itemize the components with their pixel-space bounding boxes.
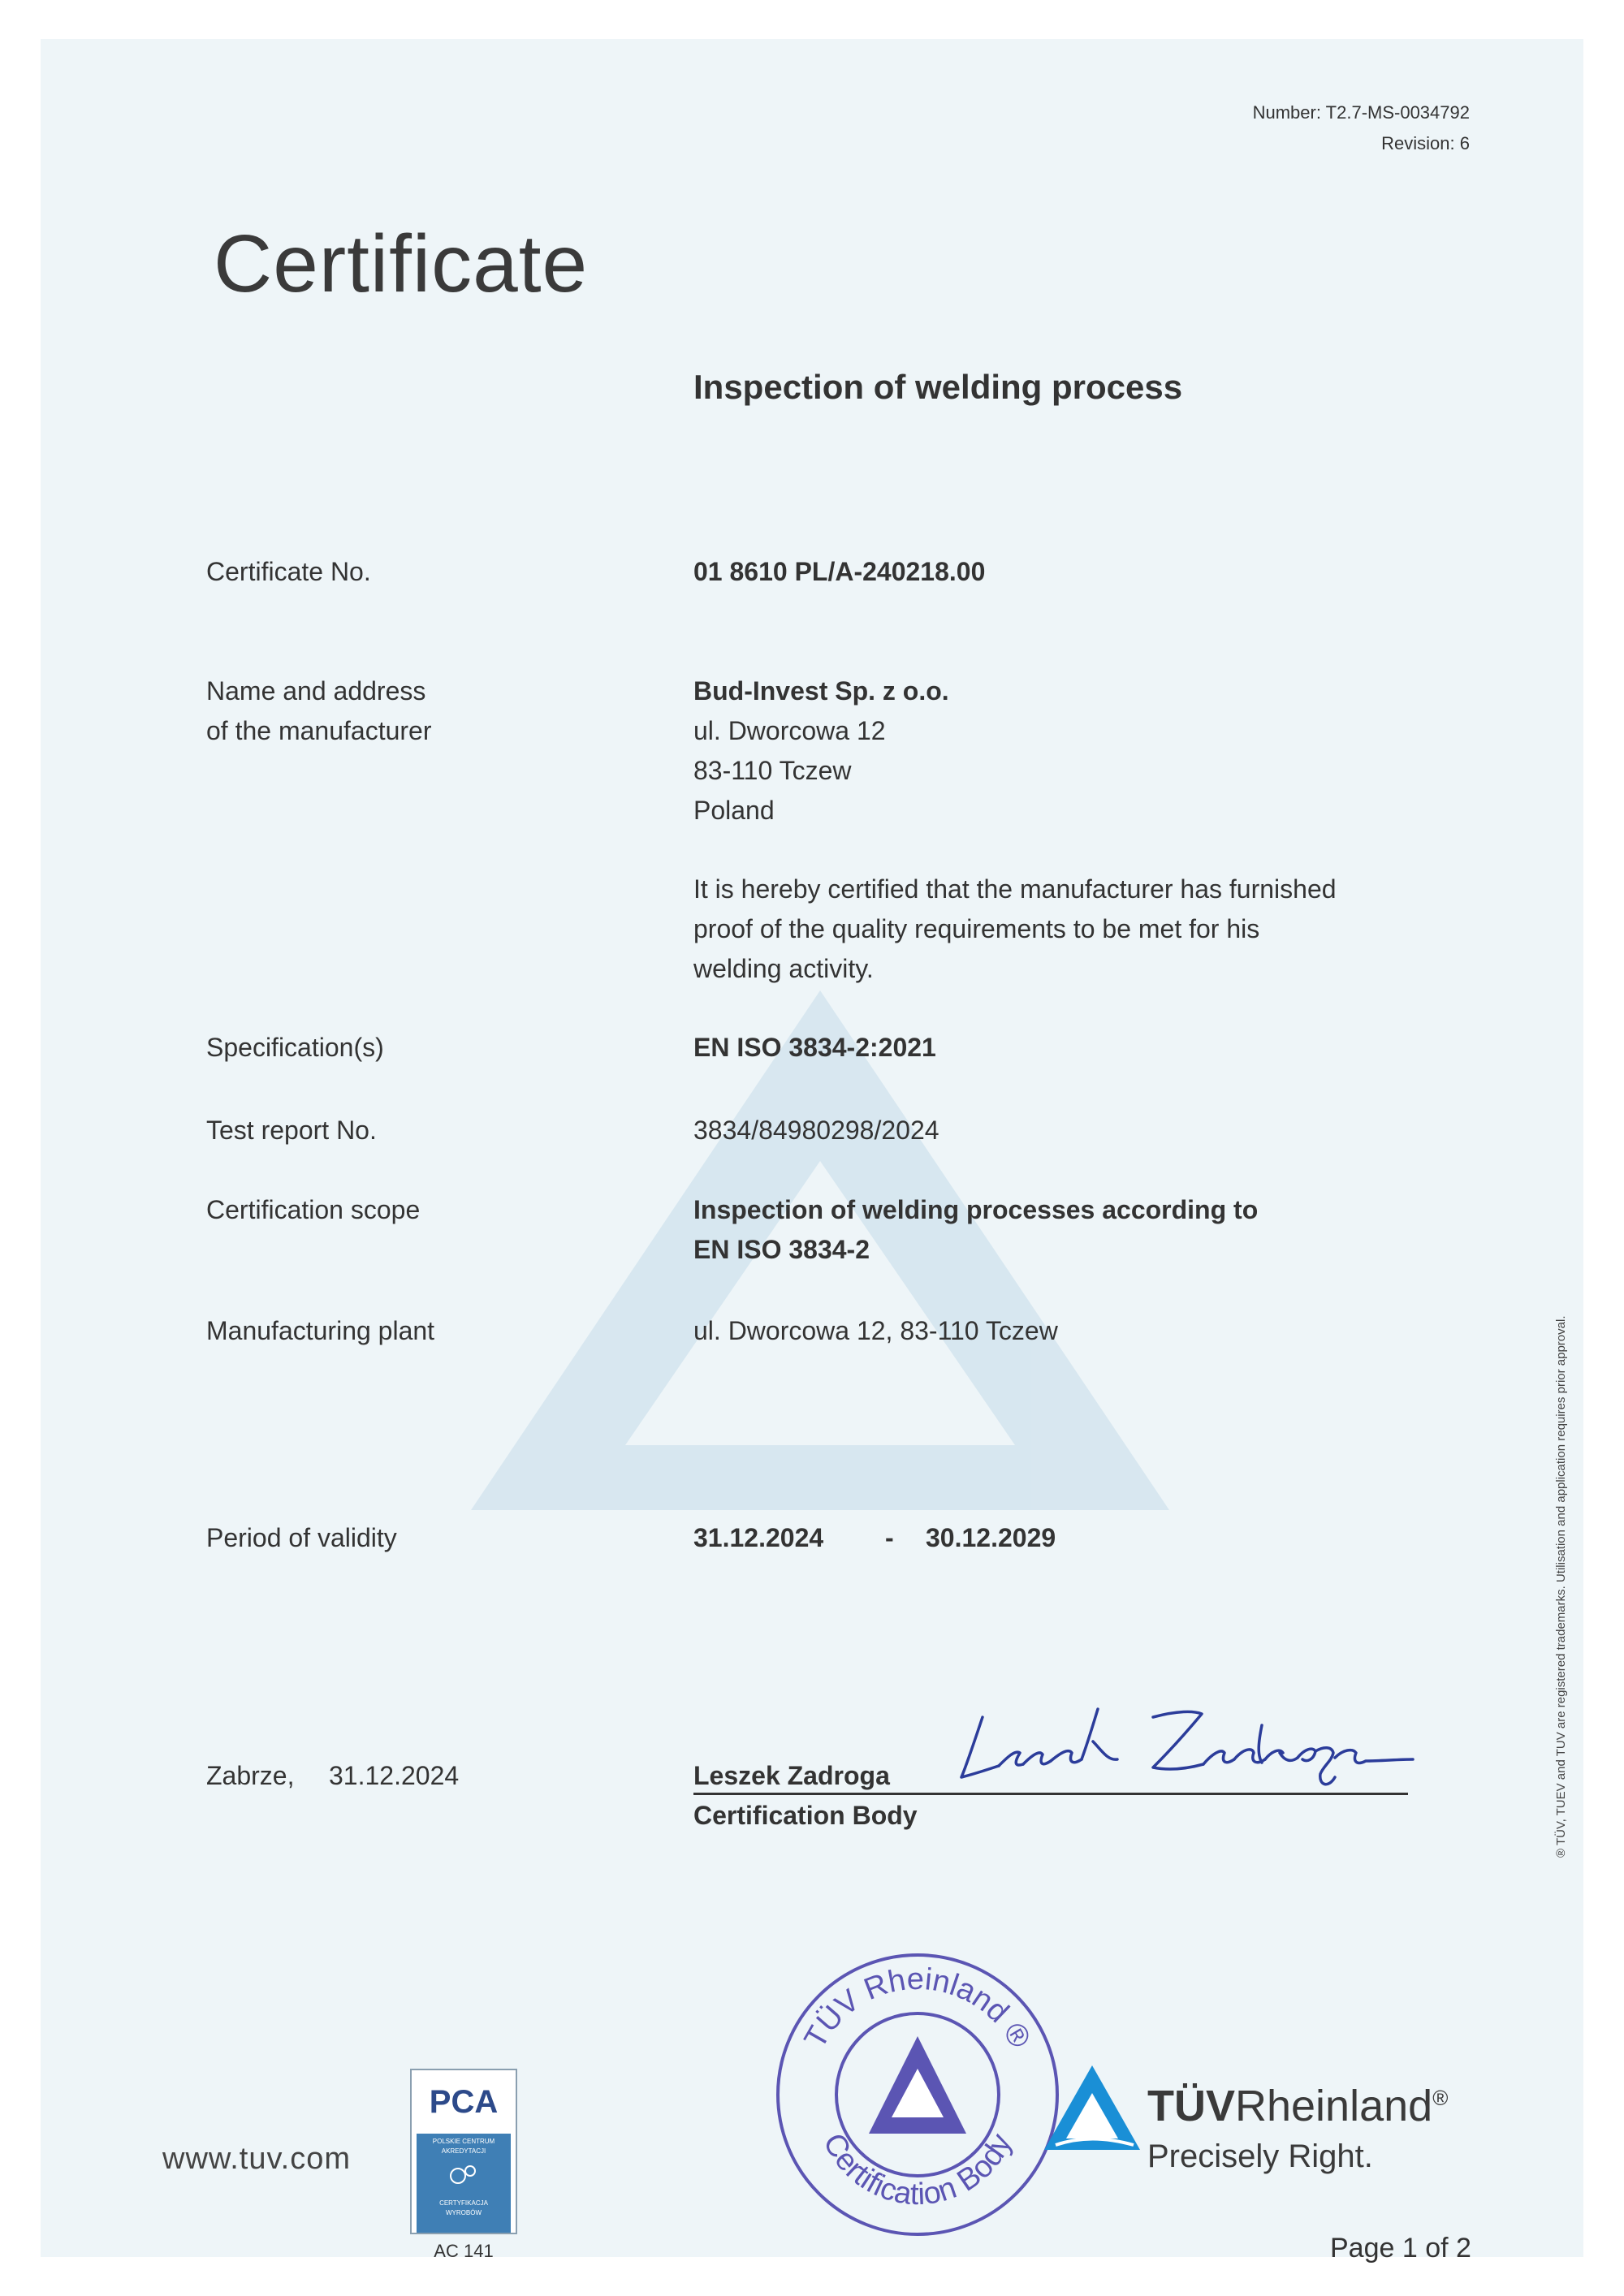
certificate-no-value: 01 8610 PL/A-240218.00 xyxy=(693,557,986,586)
plant-value: ul. Dworcowa 12, 83-110 Tczew xyxy=(693,1316,1058,1345)
brand-reg-mark: ® xyxy=(1432,2086,1449,2110)
pca-accreditation-logo xyxy=(410,2069,517,2234)
seal-top-path: TÜV Rheinland ® xyxy=(797,1962,1038,2055)
seal-bottom-path: Certification Body xyxy=(816,2128,1019,2212)
plant-label: Manufacturing plant xyxy=(206,1316,435,1345)
certificate-number: Number: T2.7-MS-0034792 xyxy=(1252,102,1470,123)
pca-logo-panel xyxy=(417,2134,511,2233)
validity-separator: - xyxy=(885,1523,894,1552)
validity-from: 31.12.2024 xyxy=(693,1523,824,1552)
certificate-no-label: Certificate No. xyxy=(206,557,371,586)
scope-line: EN ISO 3834-2 xyxy=(693,1235,870,1264)
manufacturer-country: Poland xyxy=(693,796,775,825)
manufacturer-label xyxy=(206,671,431,751)
page-title: Certificate xyxy=(214,218,589,309)
signature-place: Zabrze, xyxy=(206,1761,295,1790)
page-subtitle: Inspection of welding process xyxy=(693,368,1183,406)
gears-icon xyxy=(445,2160,482,2192)
statement-line: It is hereby certified that the manufacturer has furnished xyxy=(693,874,1337,904)
handwritten-signature xyxy=(950,1693,1421,1798)
scope-label: Certification scope xyxy=(206,1195,421,1224)
manufacturer-street: ul. Dworcowa 12 xyxy=(693,716,886,745)
validity-to: 30.12.2029 xyxy=(926,1523,1056,1552)
specifications-value: EN ISO 3834-2:2021 xyxy=(693,1033,936,1062)
certification-seal xyxy=(771,1949,1064,2241)
website-link[interactable]: www.tuv.com xyxy=(162,2142,352,2176)
statement-line: proof of the quality requirements to be met for his xyxy=(693,914,1260,943)
signature-date: 31.12.2024 xyxy=(329,1761,460,1790)
pca-line: CERTYFIKACJA xyxy=(439,2199,488,2207)
manufacturer-name: Bud-Invest Sp. z o.o. xyxy=(693,676,949,706)
tuv-triangle-logo-icon xyxy=(1039,2061,1145,2158)
trademark-note: ® TÜV, TUEV and TUV are registered trademarks. Utilisation and application requires prior approval. xyxy=(1554,1315,1568,1858)
manufacturer-label-line: of the manufacturer xyxy=(206,716,432,745)
manufacturer-label-line: Name and address xyxy=(206,676,426,706)
tuv-brand xyxy=(1147,2081,1448,2131)
brand-bold-text: TÜV xyxy=(1147,2082,1235,2130)
test-report-label: Test report No. xyxy=(206,1116,377,1145)
revision-number: Revision: 6 xyxy=(1381,133,1470,153)
specifications-label: Specification(s) xyxy=(206,1033,384,1062)
scope-line: Inspection of welding processes according to xyxy=(693,1195,1259,1224)
scope-value xyxy=(693,1190,1258,1270)
validity-label: Period of validity xyxy=(206,1523,397,1552)
seal-triangle-icon xyxy=(869,2036,966,2134)
brand-regular-text: Rheinland xyxy=(1235,2082,1433,2130)
pca-line: WYROBÓW xyxy=(446,2209,482,2216)
pca-line: AKREDYTACJI xyxy=(441,2147,486,2155)
brand-tagline: Precisely Right. xyxy=(1147,2138,1373,2174)
test-report-value: 3834/84980298/2024 xyxy=(693,1116,939,1145)
pca-line: POLSKIE CENTRUM xyxy=(432,2138,495,2145)
statement-line: welding activity. xyxy=(693,954,874,983)
pca-logo-text: PCA xyxy=(417,2075,511,2129)
signer-name: Leszek Zadroga xyxy=(693,1761,890,1790)
signer-role: Certification Body xyxy=(693,1801,918,1830)
manufacturer-address xyxy=(693,671,949,831)
seal-bottom-text xyxy=(816,2128,1018,2212)
pca-accreditation-code: AC 141 xyxy=(434,2241,494,2261)
page-number: Page 1 of 2 xyxy=(1330,2233,1471,2264)
manufacturer-city: 83-110 Tczew xyxy=(693,756,852,785)
certification-statement xyxy=(693,870,1337,989)
